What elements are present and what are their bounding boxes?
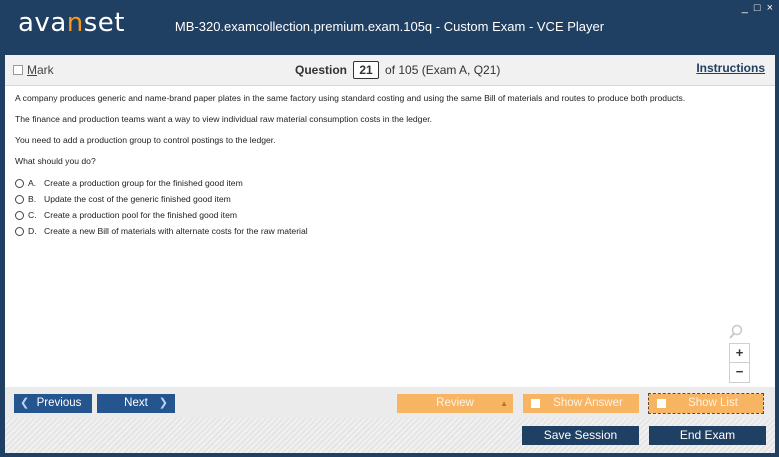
- question-number-input[interactable]: 21: [353, 61, 379, 79]
- option-text: Create a production pool for the finished good item: [44, 210, 238, 220]
- option-letter: B.: [28, 194, 37, 204]
- question-bar: [5, 55, 775, 86]
- review-button[interactable]: Review ▲: [397, 394, 513, 413]
- triangle-up-icon: ▲: [500, 399, 508, 408]
- window-controls: [742, 2, 773, 14]
- checkbox-icon[interactable]: [657, 399, 666, 408]
- window-border-right: [775, 55, 779, 457]
- option-text: Create a production group for the finished good item: [44, 178, 243, 188]
- footer-bar: [5, 418, 775, 453]
- radio-icon[interactable]: [15, 211, 24, 220]
- answer-option-a[interactable]: [15, 178, 243, 188]
- radio-icon[interactable]: [15, 195, 24, 204]
- end-exam-button[interactable]: End Exam: [649, 426, 766, 445]
- option-letter: A.: [28, 178, 37, 188]
- maximize-icon[interactable]: □: [753, 2, 761, 14]
- chevron-right-icon: ❯: [158, 397, 168, 409]
- question-indicator: [295, 61, 500, 79]
- save-session-button[interactable]: Save Session: [522, 426, 639, 445]
- radio-icon[interactable]: [15, 227, 24, 236]
- app-logo: avanset: [18, 8, 125, 38]
- option-text: Create a new Bill of materials with alternate costs for the raw material: [44, 226, 308, 236]
- answer-option-d[interactable]: [15, 226, 308, 236]
- checkbox-icon[interactable]: [531, 399, 540, 408]
- chevron-left-icon: ❮: [20, 397, 30, 409]
- option-letter: D.: [28, 226, 37, 236]
- title-bar: [0, 0, 779, 55]
- option-text: Update the cost of the generic finished good item: [44, 194, 231, 204]
- question-word: Question: [295, 63, 348, 77]
- answer-option-c[interactable]: [15, 210, 237, 220]
- window-border-bottom: [0, 453, 779, 457]
- window-title: MB-320.examcollection.premium.exam.105q - Custom Exam - VCE Player: [174, 19, 605, 34]
- question-of-text: of 105 (Exam A, Q21): [385, 63, 501, 77]
- instructions-link[interactable]: Instructions: [696, 61, 765, 75]
- next-button[interactable]: Next ❯: [97, 394, 175, 413]
- option-letter: C.: [28, 210, 37, 220]
- question-paragraph: A company produces generic and name-brand paper plates in the same factory using standard costing and using the same Bill of materials and routes to produce both products.: [15, 93, 686, 103]
- show-answer-button[interactable]: Show Answer: [523, 394, 639, 413]
- show-list-button[interactable]: Show List: [649, 394, 763, 413]
- question-paragraph: The finance and production teams want a way to view individual raw material consumption costs in the ledger.: [15, 114, 433, 124]
- mark-checkbox[interactable]: [13, 63, 54, 77]
- zoom-out-button[interactable]: −: [729, 362, 750, 383]
- checkbox-icon[interactable]: [13, 65, 23, 75]
- answer-option-b[interactable]: [15, 194, 231, 204]
- question-content: [5, 86, 775, 387]
- previous-button[interactable]: ❮ Previous: [14, 394, 92, 413]
- mark-label[interactable]: Mark: [27, 63, 54, 77]
- minimize-icon[interactable]: _: [741, 2, 748, 14]
- close-icon[interactable]: ×: [766, 2, 773, 14]
- magnifier-icon: [728, 324, 744, 340]
- navigation-bar: [5, 387, 775, 418]
- zoom-in-button[interactable]: +: [729, 343, 750, 364]
- question-paragraph: You need to add a production group to control postings to the ledger.: [15, 135, 276, 145]
- question-prompt: What should you do?: [15, 156, 96, 166]
- radio-icon[interactable]: [15, 179, 24, 188]
